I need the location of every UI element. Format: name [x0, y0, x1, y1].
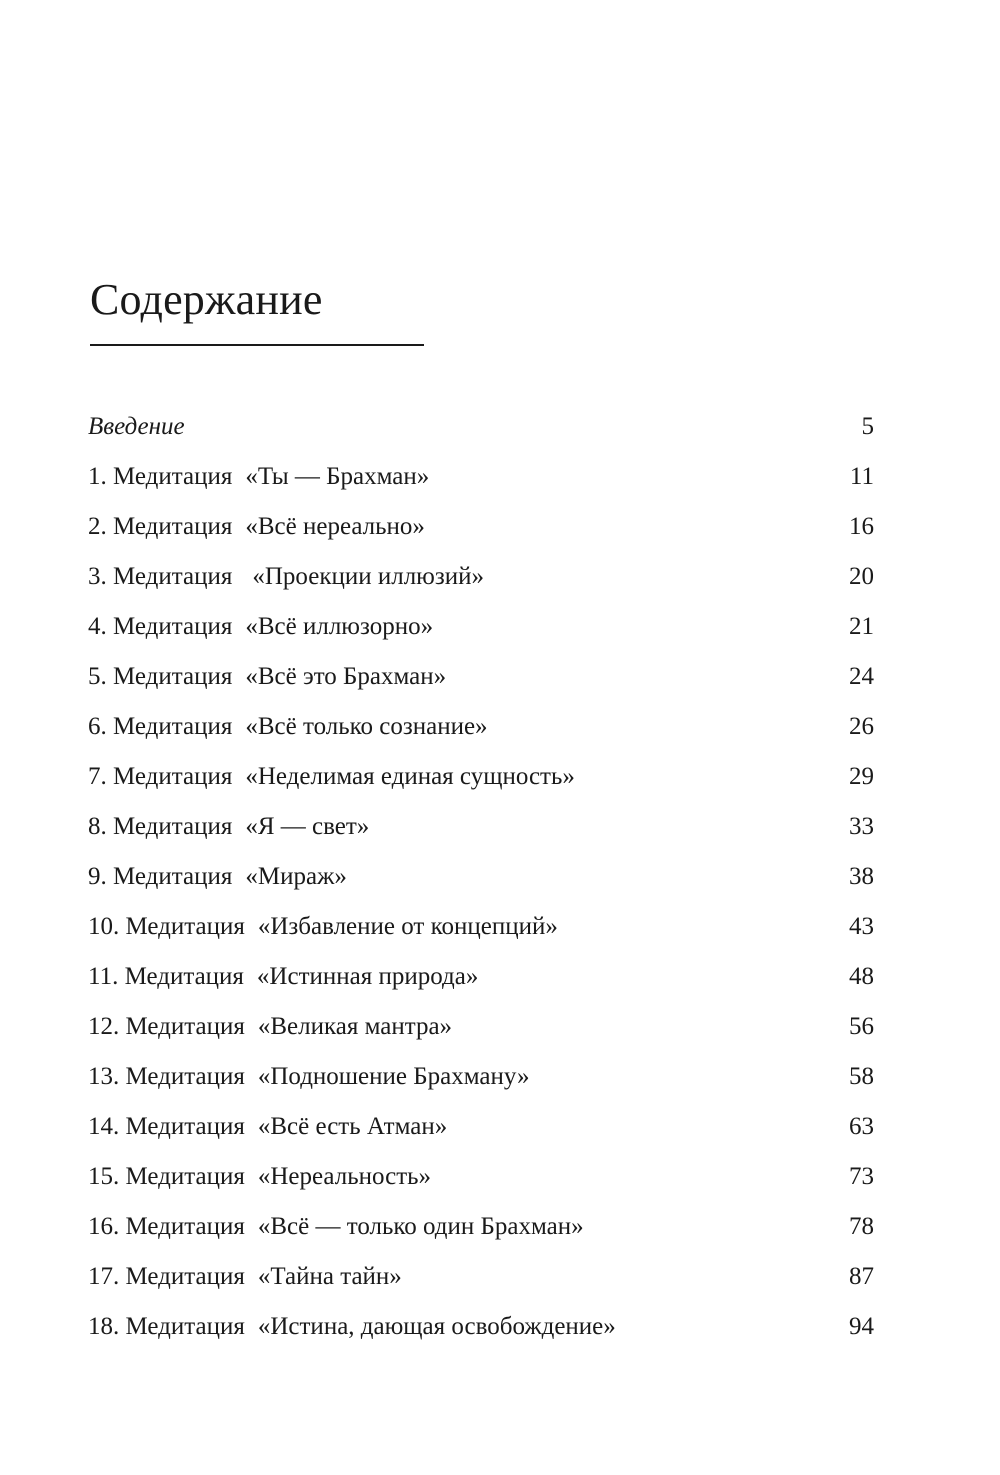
toc-entry-prefix: 10. Медитация [88, 913, 245, 940]
toc-entry-page: 48 [849, 963, 874, 990]
toc-entry[interactable] [88, 1302, 874, 1352]
toc-entry-label [88, 952, 794, 1002]
toc-entry-label [88, 802, 794, 852]
toc-entry[interactable] [88, 752, 874, 802]
toc-entry-label [88, 752, 794, 802]
toc-entry-page: 29 [849, 763, 874, 790]
toc-entry-label [88, 702, 794, 752]
toc-entry-prefix: 14. Медитация [88, 1113, 245, 1140]
toc-entry[interactable] [88, 1152, 874, 1202]
toc-entry-label [88, 902, 794, 952]
toc-entry-label [88, 552, 794, 602]
toc-entry-prefix: 15. Медитация [88, 1163, 245, 1190]
toc-entry-page: 26 [849, 713, 874, 740]
toc-entry-label [88, 602, 794, 652]
toc-entry-prefix: 16. Медитация [88, 1213, 245, 1240]
toc-entry-page: 87 [849, 1263, 874, 1290]
toc-entry[interactable] [88, 652, 874, 702]
toc-entry[interactable] [88, 552, 874, 602]
toc-entry-title: «Я — свет» [245, 813, 370, 840]
toc-entry-page: 58 [849, 1063, 874, 1090]
toc-entry[interactable] [88, 852, 874, 902]
table-of-contents [88, 402, 874, 1352]
toc-entry-prefix: 9. Медитация [88, 863, 233, 890]
toc-entry-prefix: 6. Медитация [88, 713, 233, 740]
toc-entry-prefix: 7. Медитация [88, 763, 233, 790]
toc-entry-title: «Мираж» [245, 863, 347, 890]
toc-entry-label [88, 1202, 794, 1252]
toc-entry[interactable] [88, 1002, 874, 1052]
toc-entry-title: «Тайна тайн» [257, 1263, 402, 1290]
toc-entry[interactable] [88, 602, 874, 652]
toc-entry-page: 63 [849, 1113, 874, 1140]
toc-entry[interactable] [88, 502, 874, 552]
title-underline [90, 344, 424, 346]
toc-entry-title: «Проекции иллюзий» [252, 563, 484, 590]
toc-entry[interactable] [88, 1102, 874, 1152]
toc-entry-title: «Всё нереально» [245, 513, 425, 540]
toc-entry-page: 5 [861, 413, 874, 440]
toc-entry-title: «Всё есть Атман» [257, 1113, 448, 1140]
toc-entry-page: 11 [849, 463, 874, 490]
toc-entry[interactable] [88, 902, 874, 952]
toc-entry-title: «Великая мантра» [257, 1013, 453, 1040]
toc-entry-label [88, 1102, 794, 1152]
toc-entry-page: 21 [849, 613, 874, 640]
toc-entry-page: 56 [849, 1013, 874, 1040]
toc-entry-page: 94 [849, 1313, 874, 1340]
toc-entry-title: «Всё — только один Брахман» [257, 1213, 584, 1240]
toc-entry-intro[interactable] [88, 402, 874, 452]
toc-entry-prefix: 12. Медитация [88, 1013, 245, 1040]
toc-entry-page: 24 [849, 663, 874, 690]
toc-entry-label [88, 1302, 794, 1352]
toc-entry-title: «Подношение Брахману» [257, 1063, 530, 1090]
toc-entry-title: «Всё только сознание» [245, 713, 488, 740]
toc-entry-title: «Всё это Брахман» [245, 663, 447, 690]
toc-entry-prefix: 3. Медитация [88, 563, 233, 590]
toc-entry[interactable] [88, 952, 874, 1002]
page-title: Содержание [90, 275, 323, 324]
toc-entry-page: 43 [849, 913, 874, 940]
toc-entry-label [88, 652, 794, 702]
toc-entry-label [88, 1052, 794, 1102]
toc-entry-title: «Истина, дающая освобождение» [257, 1313, 616, 1340]
toc-entry-prefix: 13. Медитация [88, 1063, 245, 1090]
toc-entry-prefix: 2. Медитация [88, 513, 233, 540]
toc-entry-page: 78 [849, 1213, 874, 1240]
toc-entry-prefix: 18. Медитация [88, 1313, 245, 1340]
toc-entry-prefix: 5. Медитация [88, 663, 233, 690]
toc-entry-label [88, 852, 794, 902]
toc-entry-prefix: 1. Медитация [88, 463, 233, 490]
toc-entry-page: 73 [849, 1163, 874, 1190]
toc-entry-page: 38 [849, 863, 874, 890]
toc-entry-title: «Неделимая единая сущность» [245, 763, 575, 790]
toc-entry-title: «Нереальность» [257, 1163, 432, 1190]
toc-entry[interactable] [88, 1052, 874, 1102]
toc-entry-label [88, 452, 794, 502]
toc-entry[interactable] [88, 452, 874, 502]
toc-entry-label: Введение [88, 413, 185, 440]
toc-entry-label [88, 502, 794, 552]
toc-entry-label [88, 1002, 794, 1052]
toc-entry-page: 33 [849, 813, 874, 840]
toc-entry-title: «Всё иллюзорно» [245, 613, 434, 640]
toc-entry-title: «Истинная природа» [256, 963, 479, 990]
toc-entry-title: «Избавление от концепций» [257, 913, 558, 940]
toc-entry[interactable] [88, 1202, 874, 1252]
toc-entry-page: 16 [849, 513, 874, 540]
toc-entry[interactable] [88, 1252, 874, 1302]
toc-entry-label [88, 1252, 794, 1302]
toc-entry-prefix: 17. Медитация [88, 1263, 245, 1290]
toc-entry[interactable] [88, 802, 874, 852]
toc-entry-prefix: 8. Медитация [88, 813, 233, 840]
toc-entry-label [88, 1152, 794, 1202]
toc-entry-page: 20 [849, 563, 874, 590]
toc-entry-title: «Ты — Брахман» [245, 463, 430, 490]
toc-entry[interactable] [88, 702, 874, 752]
toc-entry-prefix: 4. Медитация [88, 613, 233, 640]
toc-entry-prefix: 11. Медитация [88, 963, 244, 990]
